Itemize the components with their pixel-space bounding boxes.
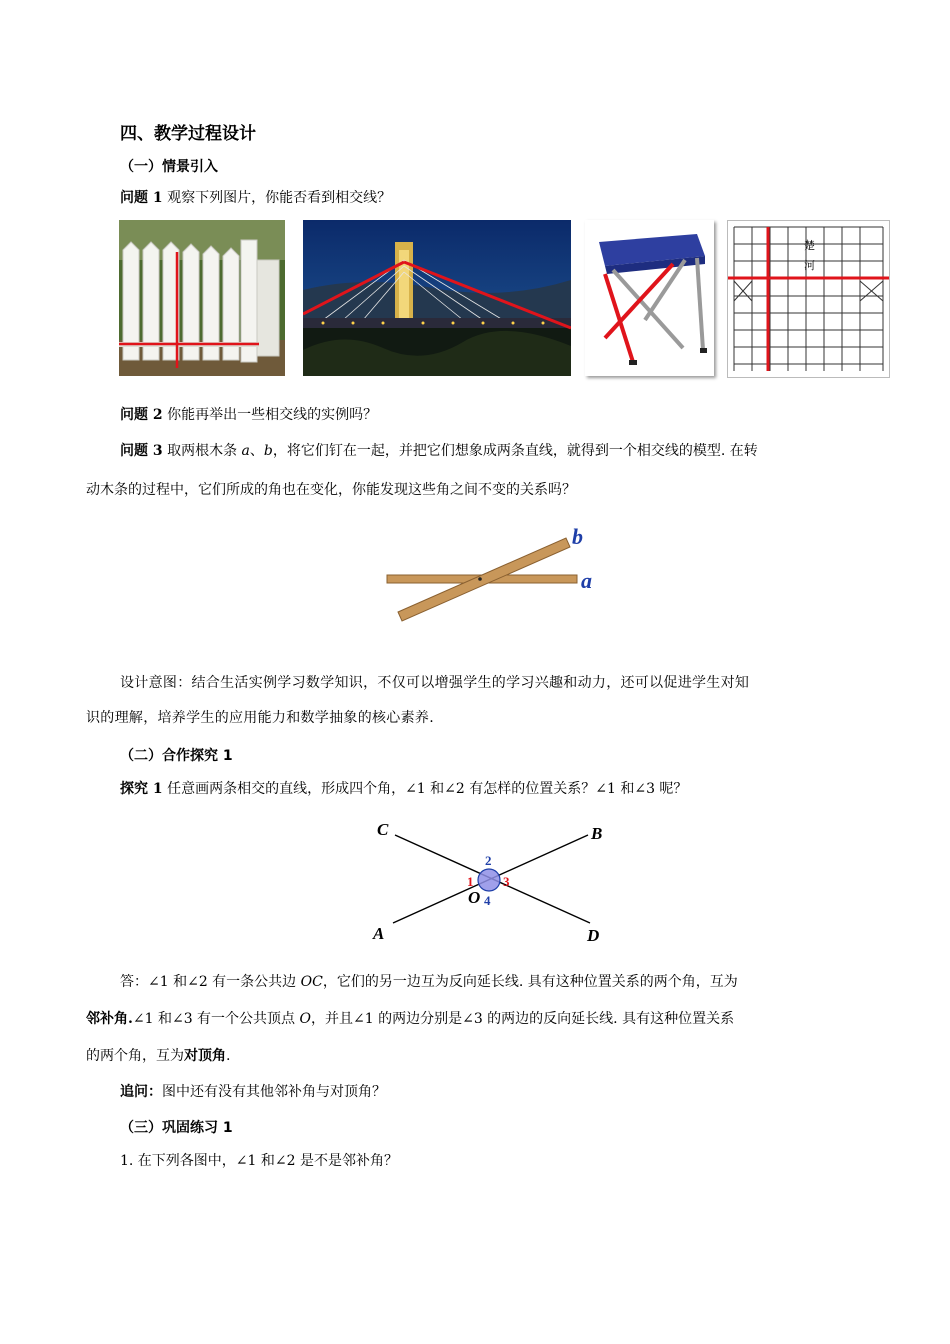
label-b: b (572, 524, 583, 549)
answer-l2a: ∠1 和∠3 有一个公共顶点 (132, 1011, 300, 1027)
nail-point (478, 577, 482, 581)
subsection-explore: （二）合作探究 1 (120, 748, 233, 764)
stool-photo (585, 220, 714, 376)
fence-photo (119, 220, 285, 376)
bridge-photo (303, 220, 571, 376)
follow-up-question (120, 1082, 386, 1102)
question-3-line-2: 动木条的过程中，它们所成的角也在变化，你能发现这些角之间不变的关系吗？ (86, 482, 576, 498)
wooden-sticks-figure (380, 520, 610, 630)
bridge-illustration (303, 220, 571, 376)
answer-l2b: ，并且∠1 的两边分别是∠3 的两边的反向延长线. 具有这种位置关系 (311, 1011, 735, 1027)
answer-l3a: 的两个角，互为 (86, 1048, 184, 1064)
question-2 (120, 405, 377, 425)
follow-up-label: 追问： (120, 1084, 162, 1100)
term-vertical-angles: 对顶角 (184, 1048, 226, 1064)
design-intent-line-1: 设计意图：结合生活实例学习数学知识，不仅可以增强学生的学习兴趣和动力，还可以促进学生对知 (120, 675, 750, 691)
chess-chu-text: 楚 (804, 239, 815, 252)
answer-line-2 (86, 1009, 734, 1029)
chessboard-photo (727, 220, 890, 378)
section-title: 四、教学过程设计 (120, 124, 256, 144)
question-3-text-b: ，将它们钉在一起，并把它们想象成两条直线，就得到一个相交线的模型. 在转 (272, 443, 758, 459)
point-b: B (591, 824, 603, 843)
angle-2-label: 2 (485, 853, 492, 868)
point-o: O (468, 888, 481, 907)
question-3-line-1 (120, 441, 758, 461)
point-d: D (587, 926, 600, 945)
subsection-practice: （三）巩固练习 1 (120, 1120, 233, 1136)
question-3-var-a: a (241, 443, 250, 459)
follow-up-text: 图中还有没有其他邻补角与对顶角？ (162, 1084, 386, 1100)
exercise-1: 1. 在下列各图中，∠1 和∠2 是不是邻补角？ (120, 1153, 398, 1169)
question-1 (120, 188, 391, 208)
answer-line-1 (120, 972, 738, 992)
explore-1-label: 探究 1 (120, 781, 163, 797)
angle-vertex-marker (478, 869, 500, 891)
explore-1 (120, 779, 687, 799)
term-adjacent-supplementary: 邻补角. (86, 1011, 133, 1027)
answer-line-3 (86, 1046, 230, 1066)
answer-o: O (299, 1011, 311, 1027)
subsection-scene-intro: （一）情景引入 (120, 159, 218, 175)
angle-4-label: 4 (484, 893, 491, 908)
answer-oc: OC (300, 974, 323, 990)
question-1-text: 观察下列图片，你能否看到相交线？ (162, 190, 392, 206)
explore-1-text: 任意画两条相交的直线，形成四个角，∠1 和∠2 有怎样的位置关系？∠1 和∠3 呢？ (162, 781, 688, 797)
stool-illustration (585, 220, 714, 376)
question-3-label: 问题 3 (120, 443, 163, 459)
answer-l1a: 答：∠1 和∠2 有一条公共边 (120, 974, 301, 990)
intersecting-lines-figure (365, 815, 625, 950)
chess-he-text: 河 (804, 259, 815, 272)
angle-1-label: 1 (467, 874, 474, 889)
question-3-var-b: b (263, 443, 273, 459)
point-a: A (373, 924, 385, 943)
question-1-label: 问题 1 (120, 190, 163, 206)
answer-l1b: ，它们的另一边互为反向延长线. 具有这种位置关系的两个角，互为 (322, 974, 738, 990)
design-intent-line-2: 识的理解，培养学生的应用能力和数学抽象的核心素养. (86, 710, 434, 726)
point-c: C (377, 820, 389, 839)
question-3-sep: 、 (249, 443, 264, 459)
answer-l3b: . (226, 1048, 231, 1064)
fence-illustration (119, 220, 285, 376)
angle-3-label: 3 (503, 874, 510, 889)
label-a: a (581, 568, 592, 593)
chessboard-illustration (728, 221, 889, 377)
question-2-label: 问题 2 (120, 407, 163, 423)
question-2-text: 你能再举出一些相交线的实例吗？ (162, 407, 378, 423)
question-3-text-a: 取两根木条 (162, 443, 242, 459)
